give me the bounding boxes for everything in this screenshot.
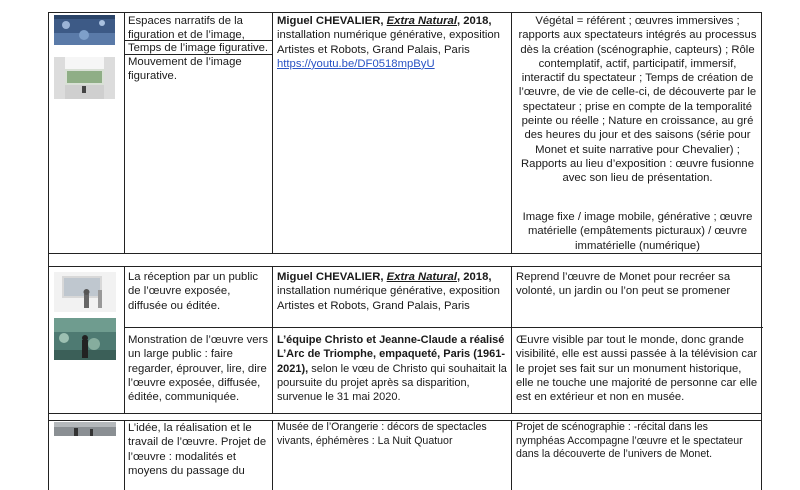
work-description [277, 14, 507, 71]
analysis-notes-3: Œuvre visible par tout le monde, donc grande visibilité, elle est aussi passée à la télévision car le projet ses fait sur un monument historique, elle ne touche une majorité de personne car elle est en extérieur et non en musée. [516, 334, 758, 404]
table-row-1 [48, 12, 762, 254]
christo-details: selon le vœu de Christo qui souhaitait la poursuite du projet après sa disparition, survenue le 31 mai 2020. [277, 362, 507, 404]
artist-name: Miguel CHEVALIER, [277, 15, 384, 27]
analysis-notes: Végétal = référent ; œuvres immersives ; rapports aux spectateurs intégrés au processus dès la création (scénographie, capteurs) ; Rôle contemplatif, actif, participatif, immersif, interactif du spectateur ; Temps de création de l’œuvre, de vie de celle-ci, de découverte par le spectateur ; prise en compte de la temporalité peinte ou réelle ; Nature en croissance, au gré des heures du jour et des saisons (série pour Monet et suite narrative pour Chevalier) ; Rapports au lieu d’exposition : œuvre fusionne avec son lieu de présentation. [518, 15, 757, 185]
immersive-room-thumbnail [54, 57, 115, 99]
topic-narrative-spaces: Espaces narratifs de la figuration et de l’image, [128, 15, 245, 42]
work-title-2: Extra Natural [386, 271, 457, 283]
orangerie-room-thumbnail [54, 422, 116, 436]
work-details: installation numérique générative, exposition Artistes et Robots, Grand Palais, Paris [277, 29, 500, 56]
table-row-2 [48, 266, 762, 414]
topic-exhibition: Monstration de l’œuvre vers un large public : faire regarder, éprouver, lire, dire l’œuvre exposée, diffusée, éditée, communiquée. [128, 334, 269, 404]
topic-idea-realisation: L’idée, la réalisation et le travail de l’œuvre. Projet de l’œuvre : modalités et moyens du passage du [128, 422, 267, 477]
topic-time-image: Temps de l’image figurative. [128, 42, 269, 54]
analysis-notes-media: Image fixe / image mobile, générative ; œuvre matérielle (empâtements picturaux) / œuvre immatérielle (numérique) [522, 211, 753, 252]
work-year: , 2018, [456, 15, 492, 27]
christo-work: L’équipe Christo et Jeanne-Claude a réalisé L’Arc de Triomphe, empaqueté, Paris (1961-2021), [277, 334, 506, 375]
work-title: Extra Natural [386, 15, 457, 27]
table-spacer [48, 253, 762, 267]
topic-reception: La réception par un public de l’œuvre exposée, diffusée ou éditée. [128, 271, 259, 312]
artist-name-2: Miguel CHEVALIER, [277, 271, 384, 283]
table-row-4 [48, 420, 762, 490]
work-description-3 [277, 333, 507, 404]
work-year-2: , 2018, [456, 271, 492, 283]
topic-movement-image: Mouvement de l’image figurative. [128, 56, 242, 83]
water-lilies-thumbnail [54, 15, 115, 45]
analysis-notes-4: Projet de scénographie : -récital dans les nymphéas Accompagne l’œuvre et le spectateur dans la découverte de l’univers de Monet. [516, 421, 743, 460]
video-link[interactable]: https://youtu.be/DF0518mpByU [277, 57, 435, 70]
orangerie-visitor-thumbnail [54, 318, 116, 360]
gallery-visitors-thumbnail [54, 272, 116, 312]
work-description-2 [277, 270, 507, 313]
work-description-4: Musée de l’Orangerie : décors de spectacles vivants, éphémères : La Nuit Quatuor [277, 421, 487, 447]
analysis-notes-2: Reprend l’œuvre de Monet pour recréer sa volonté, un jardin ou l’on peut se promener [516, 271, 731, 298]
work-details-2: installation numérique générative, exposition Artistes et Robots, Grand Palais, Paris [277, 285, 500, 312]
